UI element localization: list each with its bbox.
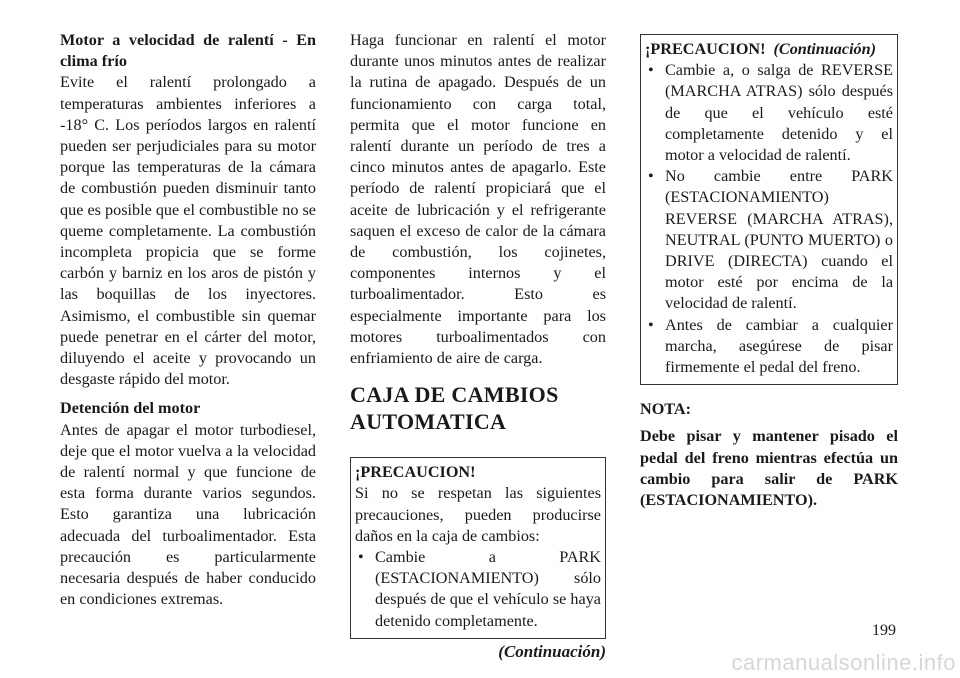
cold-idle-heading: Motor a velocidad de ralentí - En clima frío bbox=[60, 31, 316, 71]
section-title: CAJA DE CAMBIOS AUTOMATICA bbox=[350, 382, 559, 435]
column-left bbox=[60, 30, 316, 610]
caution-box bbox=[350, 457, 606, 639]
engine-stop-paragraph: Antes de apagar el motor turbodiesel, deje que el motor vuelva a la velocidad de ralentí normal y que funcione de esta forma durante varios segundos. Esto garantiza una lubricación adecuada del turboalimentador. Esta precaución es particularmente necesaria después de haber conducido en condiciones extremas. bbox=[60, 420, 316, 609]
watermark: carmanualsonline.info bbox=[731, 650, 956, 675]
continued-label: (Continuación) bbox=[773, 40, 877, 58]
caution-title: ¡PRECAUCION! bbox=[645, 40, 766, 58]
caution-list bbox=[355, 547, 601, 632]
caution-bullet: • Cambie a PARK (ESTACIONAMIENTO) sólo después de que el vehículo se haya detenido completamente. bbox=[355, 547, 601, 632]
caution-header bbox=[645, 39, 893, 60]
note-label: NOTA: bbox=[640, 400, 691, 419]
note-text: Debe pisar y mantener pisado el pedal del freno mientras efectúa un cambio para salir de PARK (ESTACIONAMIENTO). bbox=[640, 427, 898, 510]
caution-title: ¡PRECAUCION! bbox=[355, 463, 476, 482]
engine-stop-heading: Detención del motor bbox=[60, 399, 201, 418]
caution-bullet: • No cambie entre PARK (ESTACIONAMIENTO) REVERSE (MARCHA ATRAS), NEUTRAL (PUNTO MUERTO) o DRIVE (DIRECTA) cuando el motor esté por encima de la velocidad de ralentí. bbox=[645, 166, 893, 314]
caution-intro: Si no se respetan las siguientes precauciones, pueden producirse daños en la caja de cambios: bbox=[355, 484, 601, 545]
caution-bullet: • Antes de cambiar a cualquier marcha, asegúrese de pisar firmemente el pedal del freno. bbox=[645, 315, 893, 379]
caution-list bbox=[645, 60, 893, 378]
cold-idle-paragraph: Evite el ralentí prolongado a temperaturas ambientes inferiores a -18° C. Los períodos largos en ralentí pueden ser perjudiciales para su motor porque las temperaturas de la cámara de combustión pueden disminuir tanto que es posible que el combustible no se queme completamente. La combustión incompleta propicia que se forme carbón y barniz en los aros de pistón y las boquillas de los inyectores. Asimismo, el combustible sin quemar puede penetrar en el cárter del motor, diluyendo el aceite y provocando un desgaste rápido del motor. bbox=[60, 73, 316, 389]
caution-box-continued bbox=[640, 34, 898, 385]
caution-bullet: • Cambie a, o salga de REVERSE (MARCHA ATRAS) sólo después de que el vehículo esté completamente detenido y el motor a velocidad de ralentí. bbox=[645, 60, 893, 166]
page-number: 199 bbox=[872, 622, 896, 639]
column-right bbox=[640, 30, 898, 511]
idle-shutdown-paragraph: Haga funcionar en ralentí el motor durante unos minutos antes de realizar la rutina de apagado. Después de un funcionamiento con carga total, permita que el motor funcione en ralentí durante un período de tres a cinco minutos antes de apagarlo. Este período de ralentí propiciará que el aceite de lubricación y el refrigerante saquen el exceso de calor de la cámara de combustión, los cojinetes, componentes internos y el turboalimentador. Esto es especialmente importante para los motores turboalimentados con enfriamiento de aire de carga. bbox=[350, 31, 606, 368]
continued-label: (Continuación) bbox=[498, 641, 606, 661]
column-middle bbox=[350, 30, 606, 662]
